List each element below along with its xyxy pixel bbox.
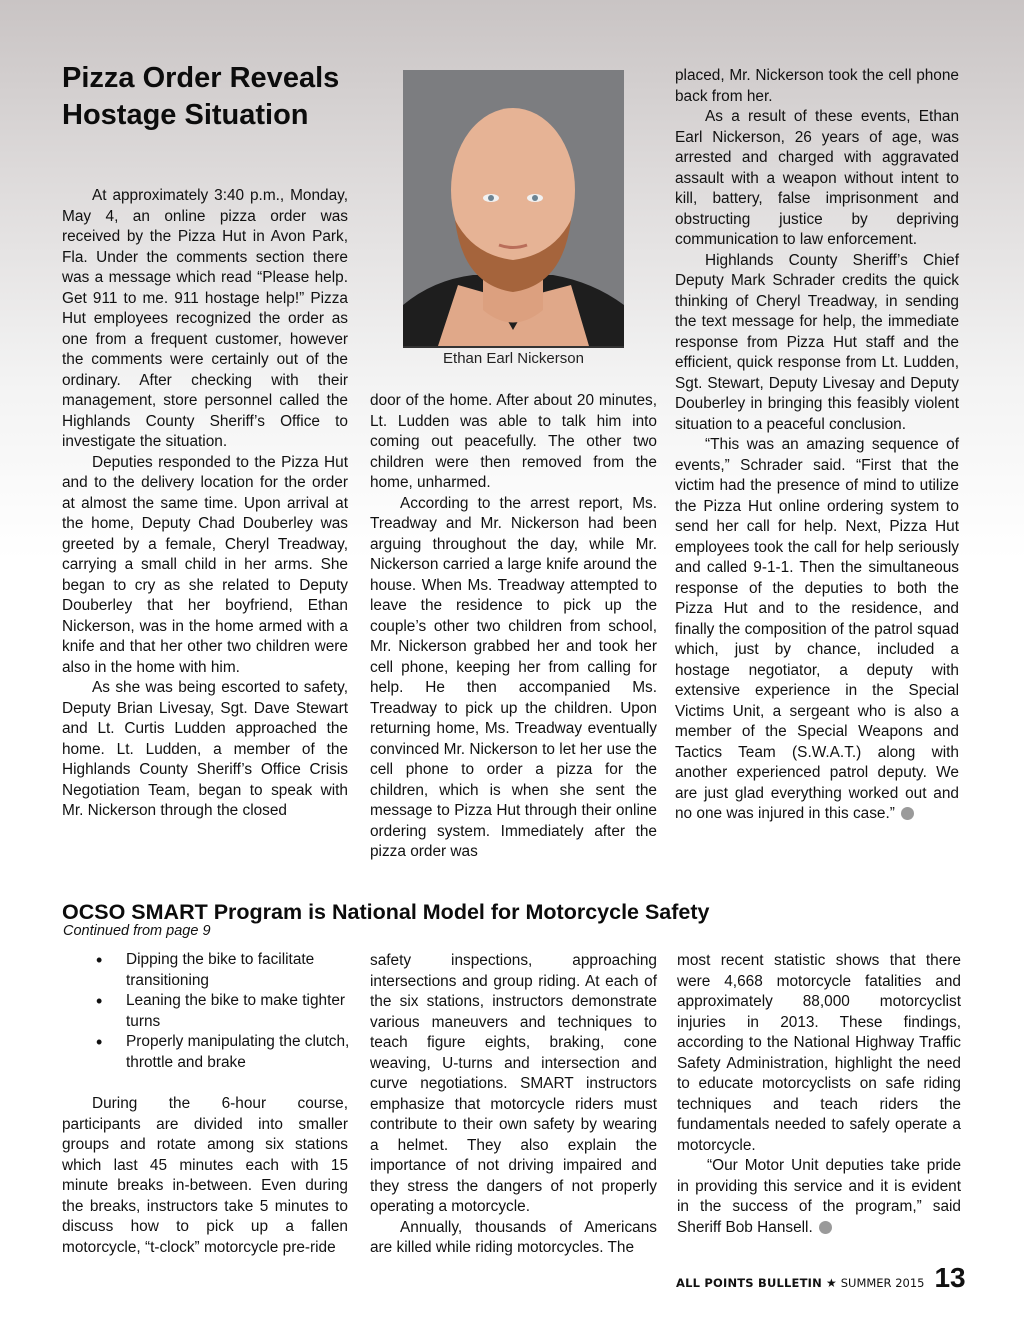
article2-column-3: [677, 951, 961, 1238]
paragraph-text: “This was an amazing sequence of events,” Schrader said. “First that the victim had the presence of mind to utilize the Pizza Hut online ordering system to send her call for help. Next, Pizza Hut employees took the call for help seriously and called 9-1-1. Then the simultaneous response of the deputies to both the Pizza Hut and to the residence, and finally the composition of the patrol squad which, just by chance, included a hostage negotiator, a deputy with extensive experience in the Special Victims Unit, a sergeant who is also a member of the Special Weapons and Tactics Team (S.W.A.T.) along with another experienced patrol deputy. We are just glad everything worked out and no one was injured in this case.”: [675, 436, 959, 822]
page-number: 13: [934, 1262, 966, 1293]
photo-caption: Ethan Earl Nickerson: [443, 350, 584, 367]
paragraph: placed, Mr. Nickerson took the cell phone back from her.: [675, 67, 959, 105]
star-icon: ★: [825, 1276, 837, 1290]
article2-column-1: [62, 1094, 348, 1258]
list-item: [96, 1032, 356, 1073]
paragraph: As she was being escorted to safety, Deputy Brian Livesay, Sgt. Dave Stewart and Lt. Curtis Ludden approached the home. Lt. Ludden, a member of the Highlands County Sheriff’s Office Crisis Negotiation Team, began to speak with Mr. Nickerson through the closed: [62, 679, 348, 819]
paragraph: door of the home. After about 20 minutes, Lt. Ludden was able to talk him into coming out peacefully. The other two children were then removed from the home, unharmed.: [370, 392, 657, 491]
mugshot-photo: [403, 70, 624, 348]
article1-column-1: [62, 186, 348, 822]
portrait-icon: [403, 70, 624, 346]
bullet-icon: •: [96, 1032, 103, 1052]
bullet-list: [96, 950, 356, 1073]
publication-name: ALL POINTS BULLETIN: [676, 1276, 822, 1290]
article2-column-2: [370, 951, 657, 1259]
list-item: [96, 950, 356, 991]
paragraph: Deputies responded to the Pizza Hut and to the delivery location for the order at almost the same time. Upon arrival at the home, Deputy Chad Douberley was greeted by a female, Cheryl Treadway, carrying a small child in her arms. She began to cry as she related to Deputy Douberley that her boyfriend, Ethan Nickerson, was in the home armed with a knife and that her other two children were also in the home with him.: [62, 453, 348, 676]
paragraph-text: “Our Motor Unit deputies take pride in providing this service and it is evident in the success of the program,” said Sheriff Bob Hansell.: [677, 1157, 961, 1236]
list-item-text: Properly manipulating the clutch, throttle and brake: [126, 1033, 350, 1071]
article1-column-3: [675, 66, 959, 825]
end-of-story-icon: ✪: [901, 807, 914, 820]
end-of-story-icon: ✪: [819, 1221, 832, 1234]
paragraph: According to the arrest report, Ms. Treadway and Mr. Nickerson had been arguing throughout the day, while Mr. Nickerson carried a large knife around the house. When Ms. Treadway attempted to leave the residence to pick up the couple’s other two children from school, Mr. Nickerson grabbed her and took her cell phone, keeping her from calling for help. He then accompanied Ms. Treadway to pick up the children. Upon returning home, Ms. Treadway eventually convinced Mr. Nickerson to let her use the cell phone to order a pizza for the children, which is when she sent the message to Pizza Hut through their online ordering system. Immediately after the pizza order was: [370, 494, 657, 860]
paragraph: As a result of these events, Ethan Earl Nickerson, 26 years of age, was arrested and charged with aggravated assault with a weapon without intent to kill, battery, false imprisonment and obstructing justice by depriving communication to law enforcement.: [675, 108, 959, 248]
paragraph: [677, 1156, 961, 1238]
continued-note: Continued from page 9: [63, 923, 211, 939]
page-footer: [676, 1262, 966, 1294]
list-item-text: Leaning the bike to make tighter turns: [126, 992, 346, 1030]
issue-season: SUMMER 2015: [840, 1276, 925, 1290]
paragraph: safety inspections, approaching intersections and group riding. At each of the six stations, instructors demonstrate various maneuvers and techniques to teach figure eights, braking, cone weaving, U-turns and intersection and curve negotiations. SMART instructors emphasize that motorcycle riders must contribute to their own safety by wearing a helmet. They also explain the importance of not driving impaired and they stress the dangers of not properly operating a motorcycle.: [370, 952, 657, 1215]
paragraph: During the 6-hour course, participants are divided into smaller groups and rotate among six stations which last 45 minutes each with 15 minute breaks in-between. Even during the breaks, instructors take 5 minutes to discuss how to pick up a fallen motorcycle, “t-clock” motorcycle pre-ride: [62, 1095, 348, 1256]
bullet-icon: •: [96, 991, 103, 1011]
paragraph: most recent statistic shows that there were 4,668 motorcycle fatalities and approximately 88,000 motorcyclist injuries in 2013. These findings, according to the National Highway Traffic Safety Administration, highlight the need to educate motorcyclists on safe riding techniques and teach riders the fundamentals needed to safely operate a motorcycle.: [677, 952, 961, 1154]
paragraph: At approximately 3:40 p.m., Monday, May 4, an online pizza order was received by the Pizza Hut in Avon Park, Fla. Under the comments section there was a message which read “Please help. Get 911 to me. 911 hostage help!” Pizza Hut employees recognized the order as one from a frequent customer, however the comments were certainly out of the ordinary. After checking with their management, store personnel called the Highlands County Sheriff’s Office to investigate the situation.: [62, 187, 348, 450]
list-item: [96, 991, 356, 1032]
list-item-text: Dipping the bike to facilitate transitioning: [126, 951, 315, 989]
paragraph: Highlands County Sheriff’s Chief Deputy Mark Schrader credits the quick thinking of Cheryl Treadway, in sending the text message for help, the immediate response from Pizza Hut staff and the efficient, quick response from Lt. Ludden, Sgt. Stewart, Deputy Livesay and Deputy Douberley in bringing this feasibly violent situation to a peaceful conclusion.: [675, 251, 959, 433]
paragraph: Annually, thousands of Americans are killed while riding motorcycles. The: [370, 1218, 657, 1256]
article-headline: OCSO SMART Program is National Model for Motorcycle Safety: [62, 899, 710, 924]
bullet-icon: •: [96, 950, 103, 970]
article1-column-2: [370, 391, 657, 863]
paragraph: [675, 435, 959, 825]
article-headline: Pizza Order Reveals Hostage Situation: [62, 62, 340, 131]
